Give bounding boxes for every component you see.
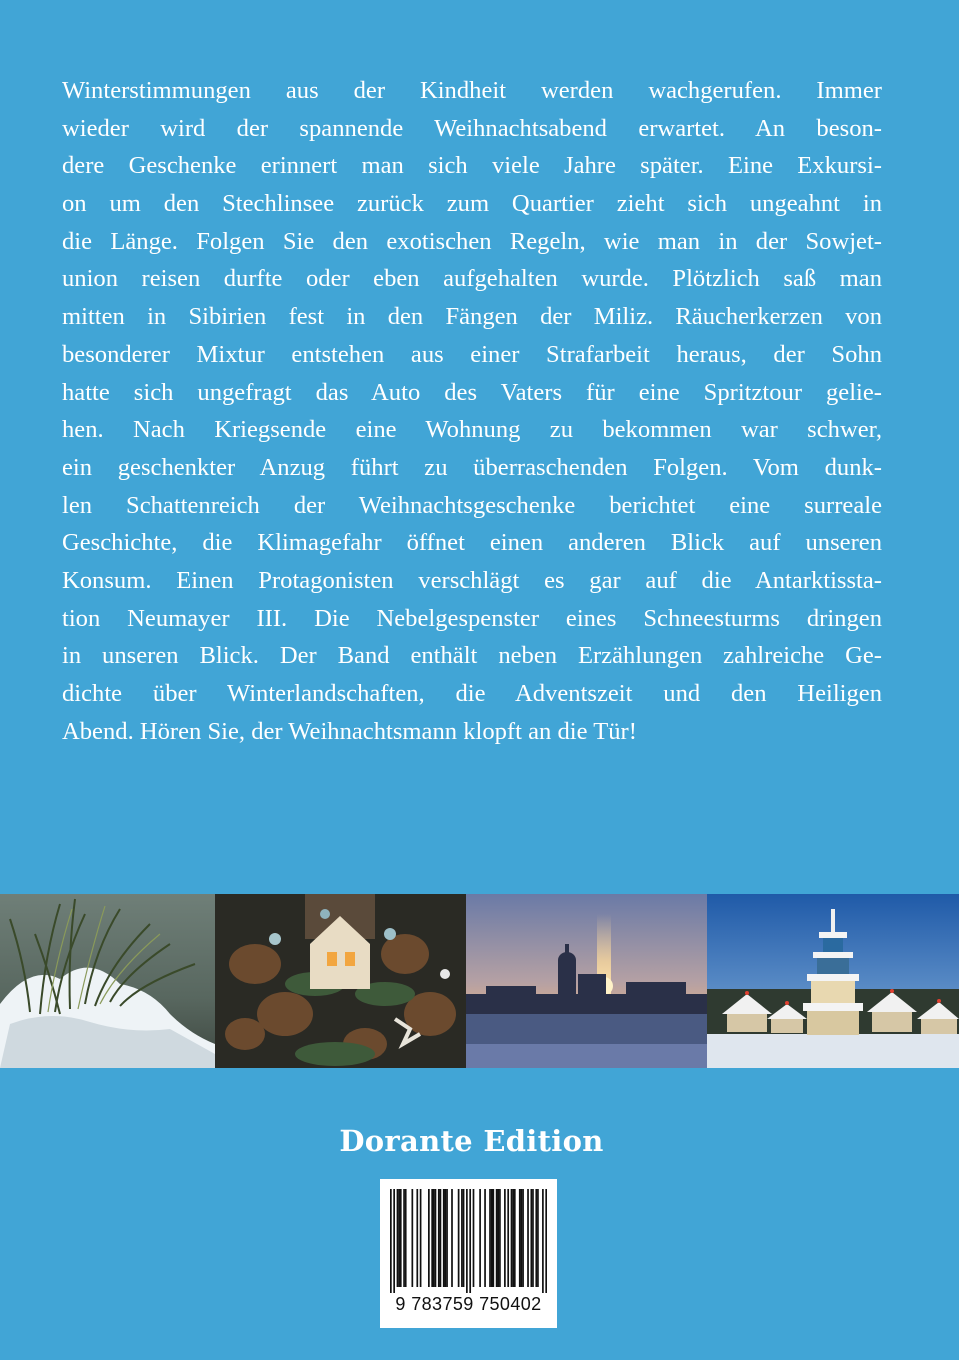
barcode-bar [400,1189,402,1287]
blurb-line: Winterstimmungen aus der Kindheit werden wachgerufen. Immer [62,77,882,104]
barcode-bar [390,1189,392,1293]
barcode-bar [461,1189,463,1287]
barcode-bar [519,1189,521,1287]
barcode-bar [443,1189,445,1287]
barcode-bar [507,1189,509,1287]
blurb-line: hatte sich ungefragt das Auto des Vaters für eine Spritztour gelie- [62,378,882,406]
barcode-bar [451,1189,453,1287]
barcode-bar [466,1189,468,1293]
barcode-bar [445,1189,447,1287]
barcode-bar [521,1189,523,1287]
barcode-bar [473,1189,475,1287]
blurb-line: Abend. Hören Sie, der Weihnachtsmann klopft an die Tür! [62,717,637,745]
barcode-bar [416,1189,418,1287]
barcode-bar [484,1189,486,1287]
barcode-bar [532,1189,534,1287]
barcode-bar [527,1189,529,1287]
isbn-barcode [380,1179,557,1328]
winter-sunset-church-photo [466,894,707,1068]
isbn-number: 9 783759 750402 [395,1294,542,1314]
blurb-line: die Länge. Folgen Sie den exotischen Regeln, wie man in der Sowjet- [62,227,882,255]
blurb-line: ein geschenkter Anzug führt zu überraschenden Folgen. Vom dunk- [62,453,882,481]
barcode-bar [512,1189,514,1287]
snow-grass-photo [0,894,215,1068]
barcode-bar [492,1189,494,1287]
barcode-bar [405,1189,407,1287]
barcode-bar [433,1189,435,1287]
blurb-line: Konsum. Einen Protagonisten verschlägt es gar auf die Antarktissta- [62,566,882,594]
barcode-bar [403,1189,405,1287]
blurb-line: wieder wird der spannende Weihnachtsabend erwartet. An beson- [62,114,882,142]
blurb-line: mitten in Sibirien fest in den Fängen der Miliz. Räucherkerzen von [62,303,882,331]
blurb-line: besonderer Mixtur entstehen aus einer Strafarbeit heraus, der Sohn [62,340,882,368]
barcode-bar [504,1189,506,1287]
blurb-line: on um den Stechlinsee zurück zum Quartier zieht sich ungeahnt in [62,190,882,218]
publisher-name: Dorante Edition [339,1124,604,1158]
barcode-bar [537,1189,539,1287]
barcode-bar [535,1189,537,1287]
blurb-line: len Schattenreich der Weihnachtsgeschenke berichtet eine surreale [62,491,882,519]
blurb-line: tion Neumayer III. Die Nebelgespenster eines Schneesturms dringen [62,604,882,632]
barcode-bar [491,1189,493,1287]
barcode-bar [428,1189,430,1287]
photo-strip [0,894,959,1068]
barcode-bar [496,1189,498,1287]
barcode-bar [479,1189,481,1287]
barcode-bar [458,1189,460,1287]
blurb-line: union reisen durfte oder eben aufgehalten wurde. Plötzlich saß man [62,265,882,293]
barcode-bar [411,1189,413,1287]
barcode-bar [446,1189,448,1287]
barcode-bar [497,1189,499,1287]
barcode-bar [431,1189,433,1287]
barcode-bar [398,1189,400,1287]
barcode-bar [545,1189,547,1293]
barcode-bar [440,1189,442,1287]
blurb-line: dere Geschenke erinnert man sich viele Jahre später. Eine Exkursi- [62,152,882,180]
blurb-line: in unseren Blick. Der Band enthält neben Erzählungen zahlreiche Ge- [62,642,882,670]
back-cover-blurb [62,72,882,750]
blurb-line: Geschichte, die Klimagefahr öffnet einen anderen Blick auf unseren [62,529,882,557]
barcode-bar [397,1189,399,1287]
barcode-bar [393,1189,395,1293]
blurb-line: hen. Nach Kriegsende eine Wohnung zu bekommen war schwer, [62,416,882,444]
advent-wreath-photo [215,894,466,1068]
barcode-bar [530,1189,532,1287]
barcode-bar [511,1189,513,1287]
barcode-bar [420,1189,422,1287]
barcode-bar [435,1189,437,1287]
barcode-bars [390,1189,547,1293]
blurb-line: dichte über Winterlandschaften, die Adventszeit und den Heiligen [62,680,882,707]
barcode-bar [499,1189,501,1287]
barcode-bar [514,1189,516,1287]
barcode-bar [469,1189,471,1293]
barcode-bar [463,1189,465,1287]
barcode-bar [542,1189,544,1293]
christmas-pyramid-photo [707,894,959,1068]
barcode-bar [438,1189,440,1287]
barcode-bar [489,1189,491,1287]
barcode-bar [522,1189,524,1287]
